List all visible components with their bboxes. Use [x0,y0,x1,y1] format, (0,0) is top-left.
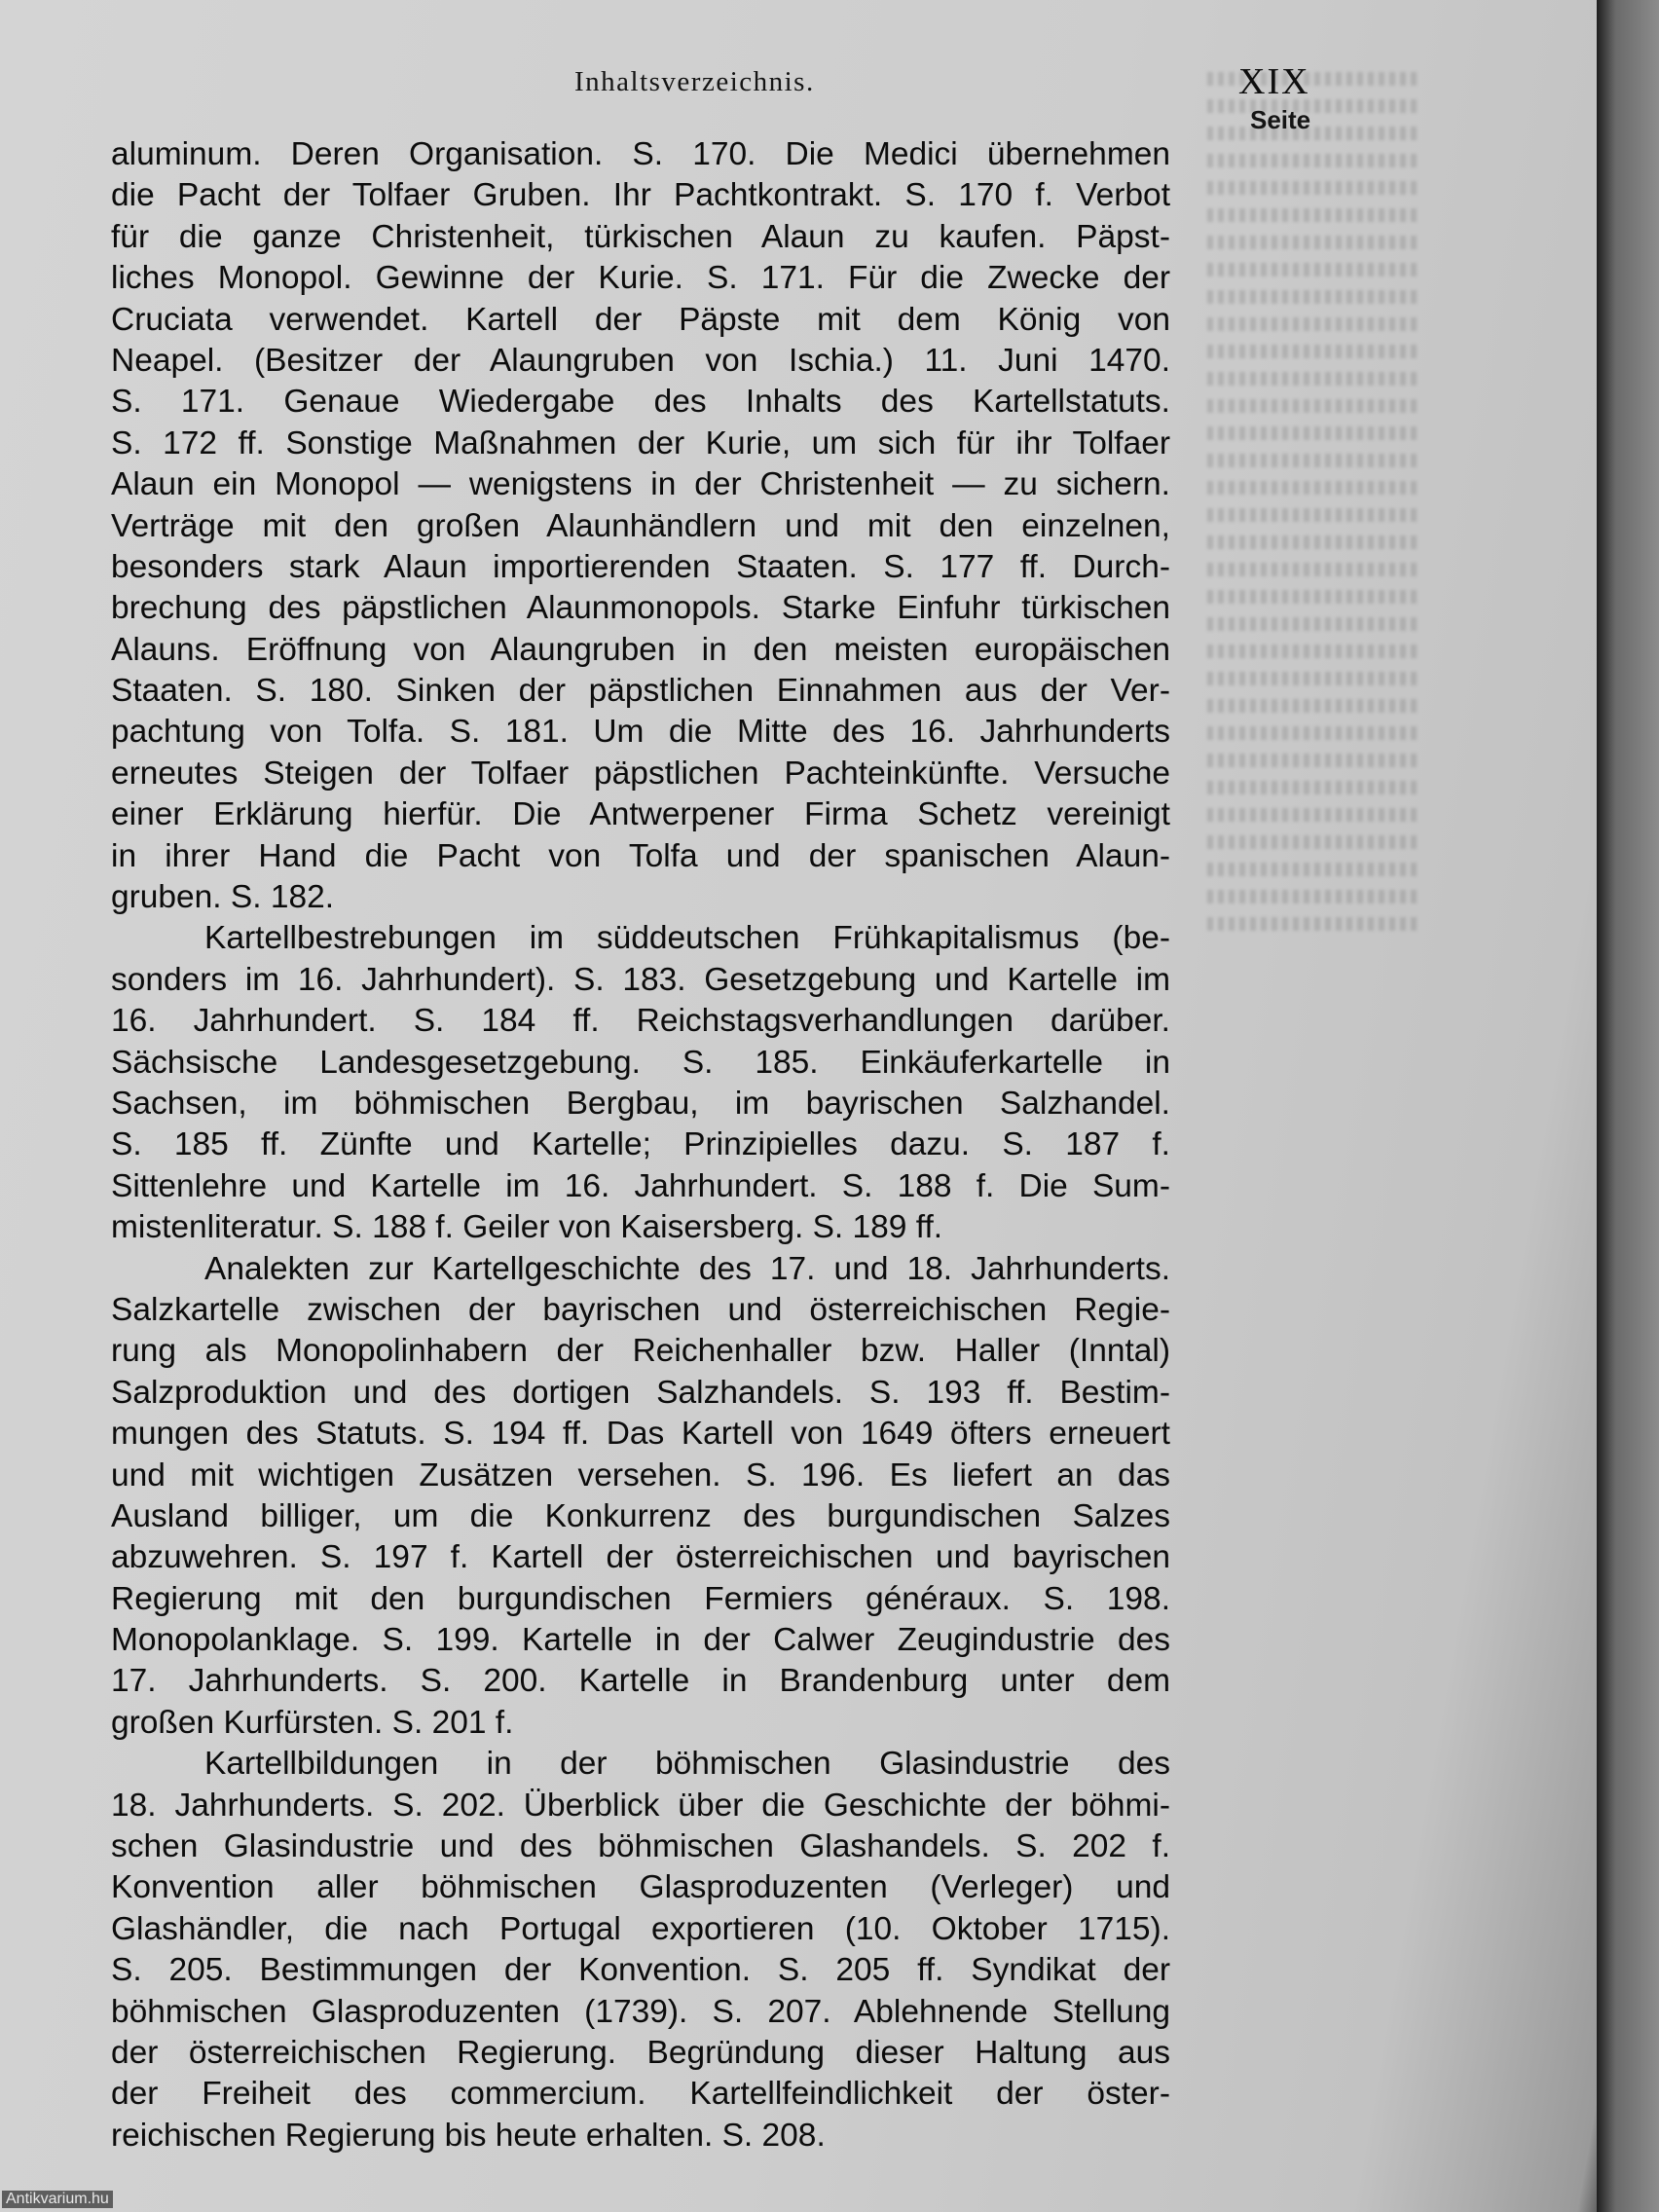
text-line: aluminum. Deren Organisation. S. 170. Die Medici übernehmen [111,136,1170,172]
text-line: Alaun ein Monopol — wenigstens in der Christenheit — zu sichern. [111,466,1170,503]
text-line: schen Glasindustrie und des böhmischen Glashandels. S. 202 f. [111,1828,1170,1865]
text-line: sonders im 16. Jahrhundert). S. 183. Gesetzgebung und Kartelle im [111,961,1170,998]
running-title: Inhaltsverzeichnis. [574,66,815,97]
text-line: in ihrer Hand die Pacht von Tolfa und der spanischen Alaun- [111,837,1170,874]
text-line: Kartellbestrebungen im süddeutschen Frühkapitalismus (be- [204,920,1170,957]
text-line: Glashändler, die nach Portugal exportieren (10. Oktober 1715). [111,1910,1170,1947]
page-column-label: Seite [1250,105,1311,134]
text-line: Alauns. Eröffnung von Alaungruben in den meisten europäischen [111,631,1170,668]
text-line: mistenliteratur. S. 188 f. Geiler von Kaisersberg. S. 189 ff. [111,1209,943,1246]
page-number: XIX [1238,61,1310,102]
text-line: S. 185 ff. Zünfte und Kartelle; Prinzipielles dazu. S. 187 f. [111,1126,1170,1163]
text-line: Kartellbildungen in der böhmischen Glasindustrie des [204,1746,1170,1783]
text-line: besonders stark Alaun importierenden Staaten. S. 177 ff. Durch- [111,548,1170,585]
text-line: S. 172 ff. Sonstige Maßnahmen der Kurie, um sich für ihr Tolfaer [111,424,1170,461]
text-line: S. 171. Genaue Wiedergabe des Inhalts des Kartellstatuts. [111,384,1170,421]
text-line: abzuwehren. S. 197 f. Kartell der österreichischen und bayrischen [111,1539,1170,1576]
text-line: für die ganze Christenheit, türkischen Alaun zu kaufen. Päpst- [111,218,1170,255]
facing-page-bleed-through [1149,58,1616,2200]
text-line: gruben. S. 182. [111,879,335,916]
text-line: Cruciata verwendet. Kartell der Päpste mit dem König von [111,301,1170,338]
text-line: einer Erklärung hierfür. Die Antwerpener Firma Schetz vereinigt [111,796,1170,833]
text-line: der Freiheit des commercium. Kartellfeindlichkeit der öster- [111,2076,1170,2113]
watermark: Antikvarium.hu [2,2191,113,2208]
text-line: 18. Jahrhunderts. S. 202. Überblick über die Geschichte der böhmi- [111,1787,1170,1824]
text-line: Sittenlehre und Kartelle im 16. Jahrhundert. S. 188 f. Die Sum- [111,1167,1170,1204]
text-line: der österreichischen Regierung. Begründung dieser Haltung aus [111,2034,1170,2071]
text-line: S. 205. Bestimmungen der Konvention. S. 205 ff. Syndikat der [111,1952,1170,1989]
text-line: mungen des Statuts. S. 194 ff. Das Kartell von 1649 öfters erneuert [111,1416,1170,1453]
text-line: rung als Monopolinhabern der Reichenhaller bzw. Haller (Inntal) [111,1333,1170,1370]
text-line: Salzproduktion und des dortigen Salzhandels. S. 193 ff. Bestim- [111,1374,1170,1411]
text-line: liches Monopol. Gewinne der Kurie. S. 171. Für die Zwecke der [111,260,1170,297]
text-line: Konvention aller böhmischen Glasproduzenten (Verleger) und [111,1869,1170,1906]
text-line: großen Kurfürsten. S. 201 f. [111,1704,514,1741]
text-line: Salzkartelle zwischen der bayrischen und österreichischen Regie- [111,1291,1170,1328]
page-edge-shadow [1597,0,1659,2212]
toc-paragraph [111,134,1170,918]
text-line: die Pacht der Tolfaer Gruben. Ihr Pachtkontrakt. S. 170 f. Verbot [111,177,1170,214]
text-line: Neapel. (Besitzer der Alaungruben von Ischia.) 11. Juni 1470. [111,342,1170,379]
text-line: Sachsen, im böhmischen Bergbau, im bayrischen Salzhandel. [111,1085,1170,1122]
text-line: Monopolanklage. S. 199. Kartelle in der Calwer Zeugindustrie des [111,1622,1170,1659]
text-line: Staaten. S. 180. Sinken der päpstlichen Einnahmen aus der Ver- [111,673,1170,710]
text-line: Verträge mit den großen Alaunhändlern und mit den einzelnen, [111,507,1170,544]
text-line: Ausland billiger, um die Konkurrenz des burgundischen Salzes [111,1497,1170,1534]
table-of-contents-body [111,134,1170,2157]
text-line: 17. Jahrhunderts. S. 200. Kartelle in Brandenburg unter dem [111,1663,1170,1700]
text-line: Analekten zur Kartellgeschichte des 17. und 18. Jahrhunderts. [204,1250,1170,1287]
text-line: reichischen Regierung bis heute erhalten. S. 208. [111,2117,826,2154]
text-line: Regierung mit den burgundischen Fermiers généraux. S. 198. [111,1580,1170,1617]
text-line: böhmischen Glasproduzenten (1739). S. 207. Ablehnende Stellung [111,1993,1170,2030]
text-line: Sächsische Landesgesetzgebung. S. 185. Einkäuferkartelle in [111,1044,1170,1081]
text-line: erneutes Steigen der Tolfaer päpstlichen Pachteinkünfte. Versuche [111,755,1170,792]
text-line: und mit wichtigen Zusätzen versehen. S. 196. Es liefert an das [111,1456,1170,1493]
text-line: pachtung von Tolfa. S. 181. Um die Mitte des 16. Jahrhunderts [111,714,1170,751]
text-line: brechung des päpstlichen Alaunmonopols. Starke Einfuhr türkischen [111,590,1170,627]
toc-paragraph [111,1249,1170,1745]
toc-paragraph [111,918,1170,1248]
text-line: 16. Jahrhundert. S. 184 ff. Reichstagsverhandlungen darüber. [111,1003,1170,1040]
toc-paragraph [111,1744,1170,2157]
